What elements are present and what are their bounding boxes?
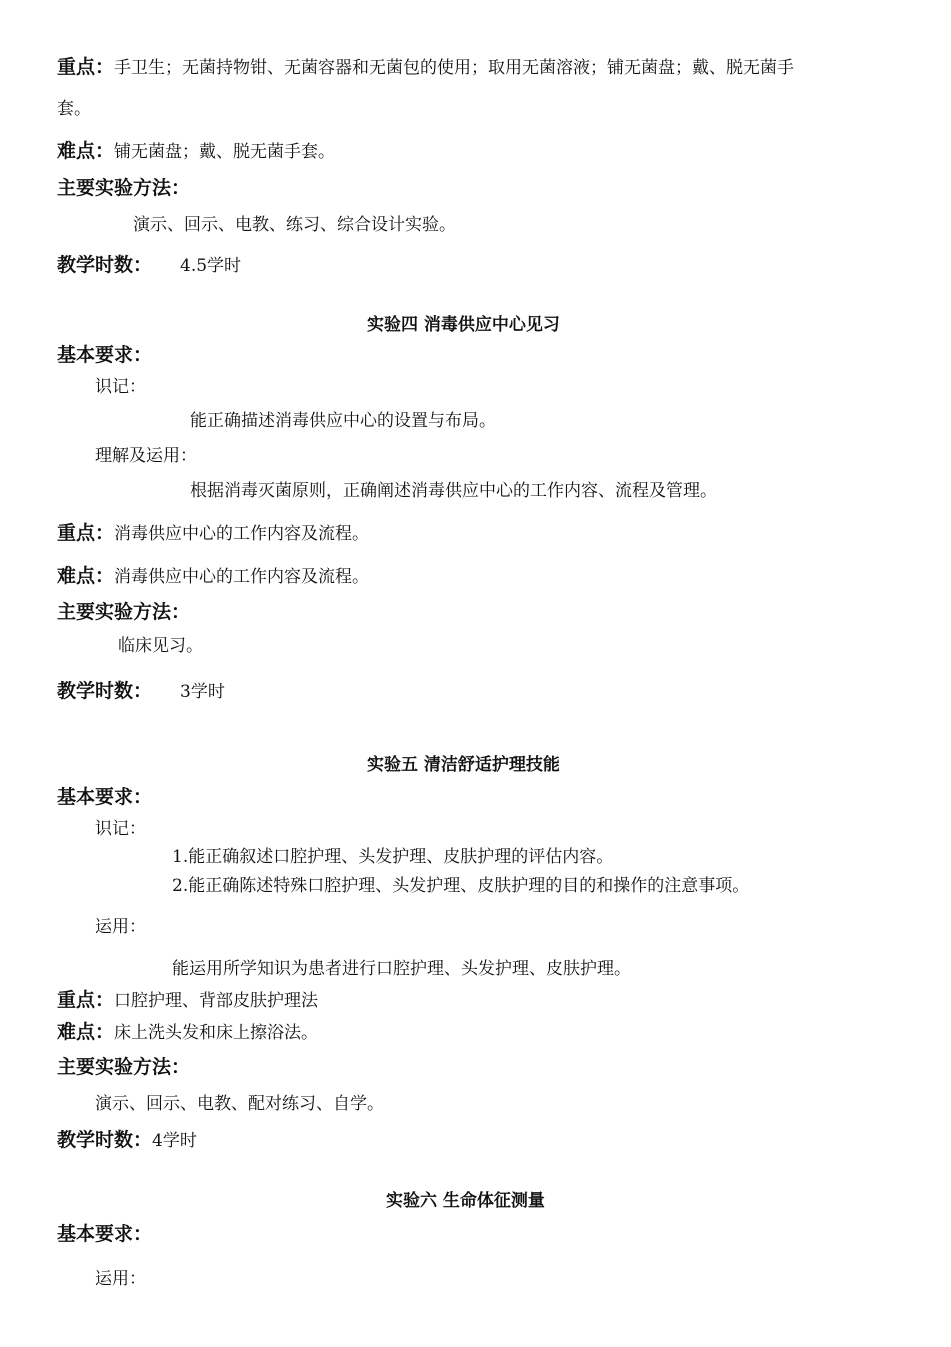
top-zhongdian-line-1 <box>57 56 794 79</box>
exp5-nandian-text: 床上洗头发和床上擦浴法。 <box>114 1023 319 1043</box>
exp5-shiji-item-1: 1.能正确叙述口腔护理、头发护理、皮肤护理的评估内容。 <box>172 847 614 867</box>
exp4-zhongdian-label: 重点： <box>57 522 115 544</box>
exp4-hours-text: 3学时 <box>180 682 225 702</box>
exp4-lijie-text: 根据消毒灭菌原则，正确阐述消毒供应中心的工作内容、流程及管理。 <box>190 481 717 501</box>
exp5-hours-label: 教学时数： <box>57 1129 153 1151</box>
exp5-nandian-label: 难点： <box>57 1021 115 1043</box>
exp5-shiji-label: 识记： <box>95 819 146 839</box>
exp4-shiji-text: 能正确描述消毒供应中心的设置与布局。 <box>190 411 496 431</box>
exp4-shiji-label: 识记： <box>95 377 146 397</box>
exp5-hours-line <box>57 1129 197 1152</box>
exp5-zhongdian-line <box>57 989 318 1012</box>
exp4-nandian-text: 消毒供应中心的工作内容及流程。 <box>114 567 370 587</box>
exp4-zhongdian-line <box>57 522 369 545</box>
top-hours-label: 教学时数： <box>57 254 153 276</box>
exp6-req-label: 基本要求： <box>57 1223 153 1245</box>
top-hours-line <box>57 254 241 277</box>
exp4-hours-label: 教学时数： <box>57 680 153 702</box>
exp4-req-label: 基本要求： <box>57 344 153 366</box>
top-nandian-label: 难点： <box>57 140 115 162</box>
top-zhongdian-label: 重点： <box>57 56 115 78</box>
exp4-hours-line <box>57 680 225 703</box>
exp5-methods-text: 演示、回示、电教、配对练习、自学。 <box>95 1094 384 1114</box>
top-nandian-text: 铺无菌盘；戴、脱无菌手套。 <box>114 142 336 162</box>
top-zhongdian-text-1: 手卫生；无菌持物钳、无菌容器和无菌包的使用；取用无菌溶液；铺无菌盘；戴、脱无菌手 <box>114 58 795 78</box>
top-methods-label: 主要实验方法： <box>57 177 191 199</box>
exp4-title: 实验四 消毒供应中心见习 <box>367 315 560 335</box>
exp5-shiji-item-2: 2.能正确陈述特殊口腔护理、头发护理、皮肤护理的目的和操作的注意事项。 <box>172 876 750 896</box>
top-nandian-line <box>57 140 335 163</box>
exp5-req-label: 基本要求： <box>57 786 153 808</box>
exp5-yunyong-text: 能运用所学知识为患者进行口腔护理、头发护理、皮肤护理。 <box>172 959 631 979</box>
top-hours-text: 4.5学时 <box>180 256 242 276</box>
exp4-nandian-label: 难点： <box>57 565 115 587</box>
exp5-zhongdian-text: 口腔护理、背部皮肤护理法 <box>114 991 319 1011</box>
exp4-nandian-line <box>57 565 369 588</box>
exp6-yunyong-label: 运用： <box>95 1269 146 1289</box>
top-methods-text: 演示、回示、电教、练习、综合设计实验。 <box>133 215 456 235</box>
exp5-hours-text: 4学时 <box>152 1131 197 1151</box>
exp6-title: 实验六 生命体征测量 <box>386 1191 545 1211</box>
exp4-zhongdian-text: 消毒供应中心的工作内容及流程。 <box>114 524 370 544</box>
exp5-methods-label: 主要实验方法： <box>57 1056 191 1078</box>
exp4-lijie-label: 理解及运用： <box>95 446 197 466</box>
top-zhongdian-text-2: 套。 <box>57 99 91 119</box>
exp5-title: 实验五 清洁舒适护理技能 <box>367 755 560 775</box>
exp5-zhongdian-label: 重点： <box>57 989 115 1011</box>
exp4-methods-label: 主要实验方法： <box>57 601 191 623</box>
exp5-yunyong-label: 运用： <box>95 917 146 937</box>
exp4-methods-text: 临床见习。 <box>118 636 203 656</box>
exp5-nandian-line <box>57 1021 318 1044</box>
